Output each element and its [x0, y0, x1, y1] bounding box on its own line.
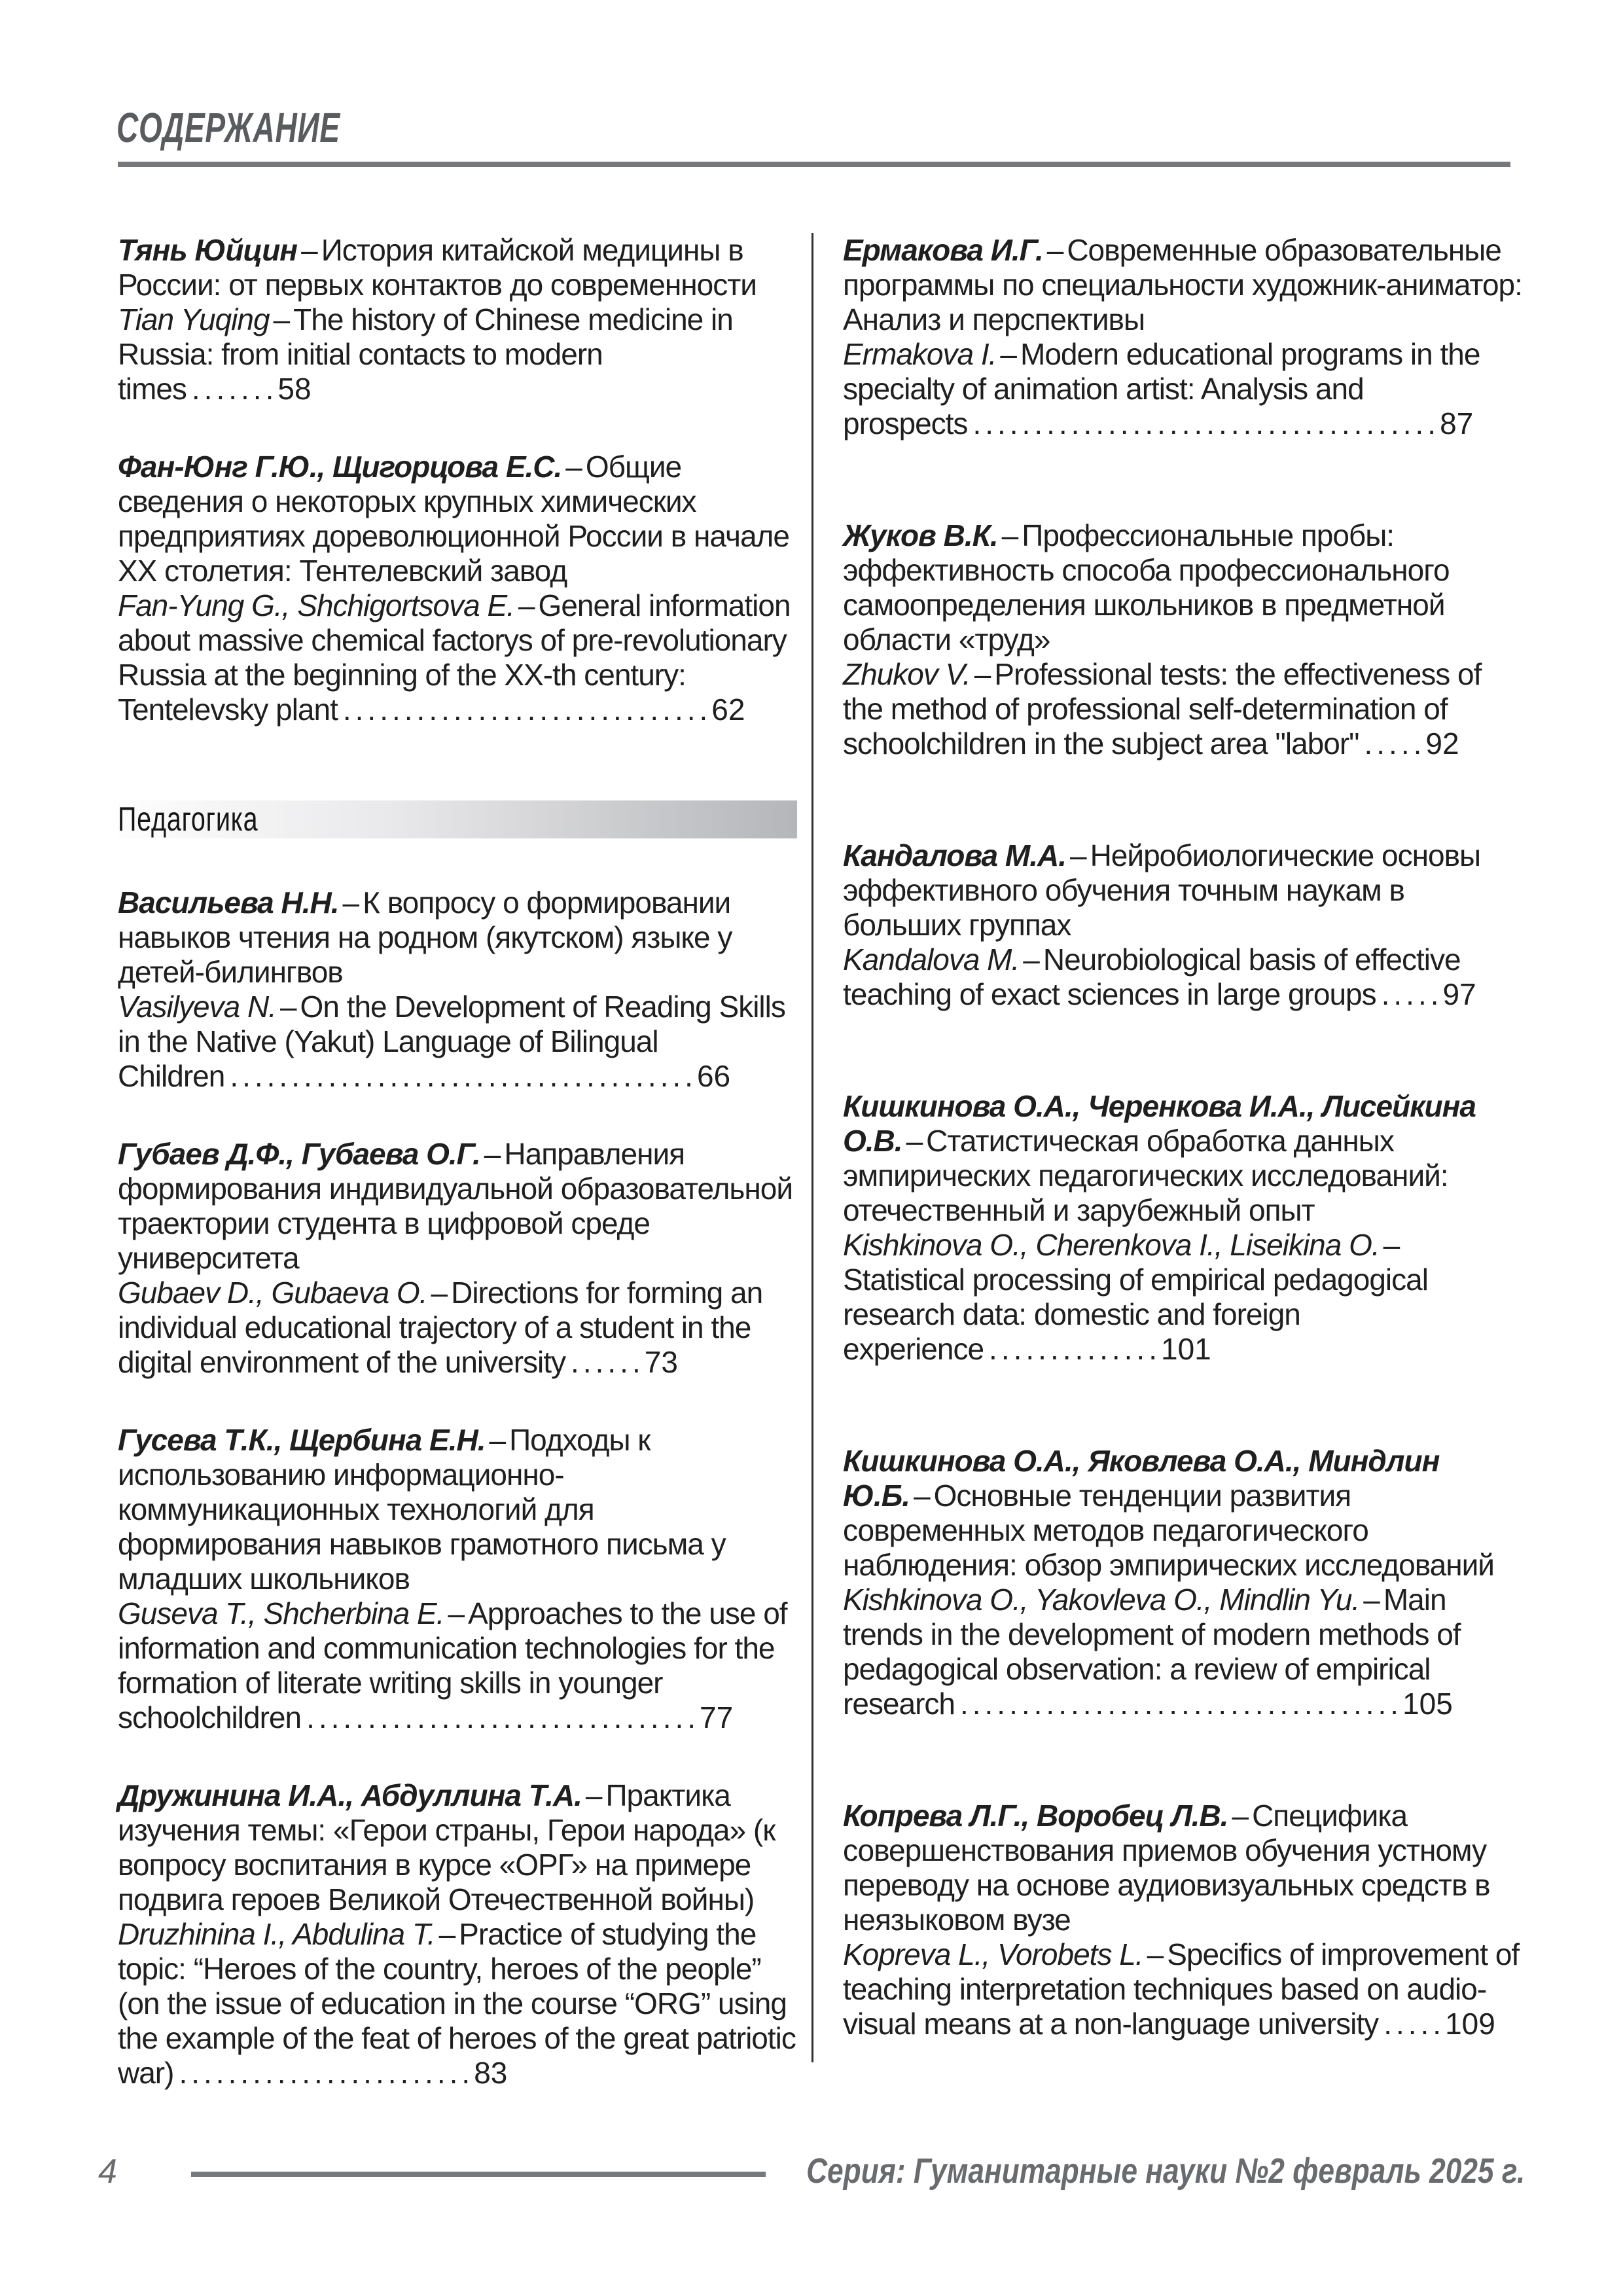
- entry-ru-line: [118, 886, 797, 990]
- dot-leader: ......................................: [972, 406, 1440, 440]
- dot-leader: .....: [1383, 2007, 1446, 2041]
- dash-separator: –: [1023, 942, 1039, 977]
- dash-separator: –: [431, 1276, 448, 1310]
- toc-entry: [843, 233, 1522, 441]
- dot-leader: ..............: [989, 1332, 1161, 1366]
- entry-en-line: [843, 1583, 1522, 1721]
- dash-separator: –: [1000, 337, 1017, 371]
- entry-title-en: Professional tests: the effectiveness of the method of professional self-determination of schoolchildren in the subject area "labor": [843, 657, 1482, 761]
- entry-page-number: 77: [700, 1700, 734, 1734]
- dash-separator: –: [1383, 1228, 1400, 1262]
- dash-separator: –: [438, 1917, 455, 1951]
- entry-title-ru: Специфика совершенствования приемов обучения устному переводу на основе аудиовизуальных средств в неязыковом вузе: [843, 1799, 1490, 1937]
- footer-series-label: Серия: Гуманитарные науки №2 февраль 2025 г.: [806, 2151, 1525, 2191]
- dot-leader: .....: [1364, 726, 1426, 761]
- dash-separator: –: [342, 886, 359, 920]
- entry-page-number: 83: [474, 2056, 508, 2090]
- entry-authors-ru: Гусева Т.К., Щербина Е.Н.: [118, 1423, 486, 1457]
- dash-separator: –: [1232, 1799, 1249, 1833]
- dash-separator: –: [1363, 1583, 1380, 1617]
- entry-title-en: Neurobiological basis of effective teaching of exact sciences in large groups: [843, 942, 1461, 1011]
- dash-separator: –: [301, 233, 317, 267]
- entry-page-number: 105: [1402, 1687, 1453, 1721]
- entry-authors-ru: Ермакова И.Г.: [843, 233, 1043, 267]
- entry-authors-en: Vasilyeva N.: [118, 990, 276, 1024]
- entry-page-number: 66: [696, 1059, 731, 1093]
- dash-separator: –: [448, 1596, 465, 1630]
- entry-en-line: [843, 1937, 1522, 2041]
- entry-ru-line: [118, 233, 797, 302]
- entry-ru-line: [843, 518, 1522, 657]
- entry-title-en: Specifics of improvement of teaching interpretation techniques based on audio-visual means at a non-language university: [843, 1937, 1520, 2041]
- dot-leader: ......: [571, 1345, 645, 1379]
- entry-title-ru: К вопросу о формировании навыков чтения на родном (якутском) языке у детей-билингвов: [118, 886, 732, 989]
- entry-title-en: The history of Chinese medicine in Russia: from initial contacts to modern times: [118, 302, 733, 406]
- entry-en-line: [118, 1917, 797, 2090]
- entry-authors-ru: Кишкинова О.А., Яковлева О.А., Миндлин Ю.Б.: [843, 1444, 1440, 1513]
- entry-authors-ru: Фан-Юнг Г.Ю., Щигорцова Е.С.: [118, 450, 562, 484]
- footer-rule: [191, 2172, 766, 2177]
- entry-authors-en: Kandalova M.: [843, 942, 1020, 977]
- dash-separator: –: [914, 1479, 930, 1513]
- column-divider: [812, 233, 813, 2062]
- entry-en-line: [118, 990, 797, 1094]
- entry-en-line: [843, 657, 1522, 761]
- entry-title-en: Modern educational programs in the specialty of animation artist: Analysis and prospects: [843, 337, 1480, 440]
- header-rule: [118, 162, 1510, 167]
- toc-column-left: [118, 233, 797, 2134]
- dash-separator: –: [1147, 1937, 1164, 1971]
- entry-title-ru: Направления формирования индивидуальной образовательной траектории студента в цифровой среде университета: [118, 1137, 793, 1275]
- entry-authors-ru: Дружинина И.А., Абдуллина Т.А.: [118, 1778, 582, 1812]
- entry-authors-en: Kopreva L., Vorobets L.: [843, 1937, 1143, 1971]
- dash-separator: –: [484, 1137, 501, 1171]
- dot-leader: .......: [191, 372, 278, 406]
- entry-authors-ru: Копрева Л.Г., Воробец Л.В.: [843, 1799, 1228, 1833]
- page-title: СОДЕРЖАНИЕ: [116, 104, 340, 151]
- entry-authors-ru: Кандалова М.А.: [843, 838, 1066, 872]
- dot-leader: ........................: [179, 2056, 474, 2090]
- entry-en-line: [118, 588, 797, 727]
- entry-title-ru: Профессиональные пробы: эффективность способа профессионального самоопределения школьников в предметной области «труд»: [843, 518, 1450, 656]
- dash-separator: –: [279, 990, 296, 1024]
- toc-entry: [118, 1137, 797, 1380]
- toc-entry: [843, 838, 1522, 1012]
- entry-ru-line: [118, 1778, 797, 1917]
- entry-en-line: [118, 1276, 797, 1380]
- toc-entry: [118, 886, 797, 1094]
- section-label: Педагогика: [118, 800, 259, 838]
- dash-separator: –: [273, 302, 290, 336]
- entry-ru-line: [118, 1423, 797, 1596]
- entry-title-ru: История китайской медицины в России: от первых контактов до современности: [118, 233, 757, 302]
- toc-entry: [118, 450, 797, 727]
- toc-entry: [118, 233, 797, 406]
- entry-title-ru: Нейробиологические основы эффективного обучения точным наукам в больших группах: [843, 838, 1481, 942]
- dash-separator: –: [1069, 838, 1086, 872]
- entry-ru-line: [843, 233, 1522, 337]
- toc-entry: [118, 1778, 797, 2090]
- entry-authors-ru: Васильева Н.Н.: [118, 886, 339, 920]
- entry-authors-en: Kishkinova O., Yakovleva O., Mindlin Yu.: [843, 1583, 1360, 1617]
- entry-authors-ru: Кишкинова О.А., Черенкова И.А., Лисейкина О.В.: [843, 1089, 1476, 1158]
- entry-authors-en: Gubaev D., Gubaeva O.: [118, 1276, 427, 1310]
- entry-authors-ru: Губаев Д.Ф., Губаева О.Г.: [118, 1137, 480, 1171]
- entry-title-en: Main trends in the development of modern methods of pedagogical observation: a review of empirical research: [843, 1583, 1461, 1721]
- entry-ru-line: [843, 1089, 1522, 1228]
- footer-page-number: 4: [98, 2153, 117, 2191]
- dash-separator: –: [1046, 233, 1063, 267]
- entry-authors-en: Ermakova I.: [843, 337, 997, 371]
- dot-leader: ....................................: [959, 1687, 1403, 1721]
- dash-separator: –: [489, 1423, 506, 1457]
- entry-en-line: [843, 337, 1522, 441]
- toc-entry: [843, 1089, 1522, 1367]
- entry-title-en: On the Development of Reading Skills in the Native (Yakut) Language of Bilingual Children: [118, 990, 785, 1093]
- entry-title-ru: Статистическая обработка данных эмпирических педагогических исследований: отечественный и зарубежный опыт: [843, 1124, 1448, 1227]
- dash-separator: –: [974, 657, 991, 691]
- entry-title-ru: Основные тенденции развития современных методов педагогического наблюдения: обзор эмпирических исследований: [843, 1479, 1494, 1582]
- dot-leader: ......................................: [230, 1059, 697, 1093]
- entry-ru-line: [843, 1799, 1522, 1937]
- entry-title-ru: Современные образовательные программы по специальности художник-аниматор: Анализ и перспективы: [843, 233, 1522, 336]
- toc-column-right: [843, 233, 1522, 2119]
- entry-page-number: 109: [1445, 2007, 1495, 2041]
- entry-page-number: 87: [1440, 406, 1474, 440]
- entry-authors-en: Fan-Yung G., Shchigortsova E.: [118, 588, 514, 622]
- entry-authors-en: Kishkinova O., Cherenkova I., Liseikina O.: [843, 1228, 1380, 1262]
- toc-entry: [843, 518, 1522, 761]
- entry-authors-en: Tian Yuqing: [118, 302, 270, 336]
- dot-leader: .....: [1381, 977, 1443, 1011]
- entry-title-ru: Практика изучения темы: «Герои страны, Герои народа» (к вопросу воспитания в курсе «ОРГ» на примере подвига героев Великой Отечественной войны): [118, 1778, 776, 1916]
- entry-authors-en: Druzhinina I., Abdulina T.: [118, 1917, 435, 1951]
- entry-page-number: 73: [644, 1345, 678, 1379]
- dot-leader: ................................: [306, 1700, 700, 1734]
- entry-authors-ru: Жуков В.К.: [843, 518, 998, 552]
- entry-title-en: Statistical processing of empirical pedagogical research data: domestic and foreign experience: [843, 1263, 1428, 1366]
- toc-entry: [118, 1423, 797, 1735]
- entry-authors-en: Zhukov V.: [843, 657, 971, 691]
- section-bar-pedagogy: [118, 800, 797, 838]
- entry-ru-line: [118, 1137, 797, 1276]
- entry-page-number: 58: [277, 372, 312, 406]
- toc-entry: [843, 1444, 1522, 1721]
- dash-separator: –: [906, 1124, 923, 1158]
- entry-en-line: [118, 302, 797, 406]
- entry-authors-ru: Тянь Юйцин: [118, 233, 298, 267]
- entry-page-number: 92: [1425, 726, 1459, 761]
- entry-ru-line: [843, 838, 1522, 942]
- dash-separator: –: [585, 1778, 602, 1812]
- entry-title-en: Practice of studying the topic: “Heroes of the country, heroes of the people” (on the issue of education in the course “ORG” using the example of the feat of heroes of the great patriotic war): [118, 1917, 796, 2090]
- entry-title-ru: Общие сведения о некоторых крупных химических предприятиях дореволюционной России в начале XX столетия: Тентелевский завод: [118, 450, 789, 588]
- entry-en-line: [843, 1228, 1522, 1367]
- toc-entry: [843, 1799, 1522, 2041]
- entry-ru-line: [118, 450, 797, 588]
- entry-en-line: [118, 1596, 797, 1735]
- entry-title-en: General information about massive chemical factorys of pre-revolutionary Russia at the beginning of the XX-th century: Tentelevsky plant: [118, 588, 791, 726]
- entry-title-en: Directions for forming an individual educational trajectory of a student in the digital environment of the university: [118, 1276, 763, 1379]
- dash-separator: –: [565, 450, 582, 484]
- dash-separator: –: [518, 588, 535, 622]
- entry-page-number: 62: [711, 692, 745, 726]
- entry-ru-line: [843, 1444, 1522, 1583]
- entry-authors-en: Guseva T., Shcherbina E.: [118, 1596, 444, 1630]
- entry-en-line: [843, 942, 1522, 1012]
- entry-title-en: Approaches to the use of information and communication technologies for the formation of literate writing skills in younger schoolchildren: [118, 1596, 787, 1734]
- dot-leader: ..............................: [342, 692, 712, 726]
- dash-separator: –: [1001, 518, 1018, 552]
- entry-page-number: 97: [1442, 977, 1476, 1011]
- entry-title-ru: Подходы к использованию информационно-коммуникационных технологий для формирования навыков грамотного письма у младших школьников: [118, 1423, 726, 1596]
- entry-page-number: 101: [1160, 1332, 1211, 1366]
